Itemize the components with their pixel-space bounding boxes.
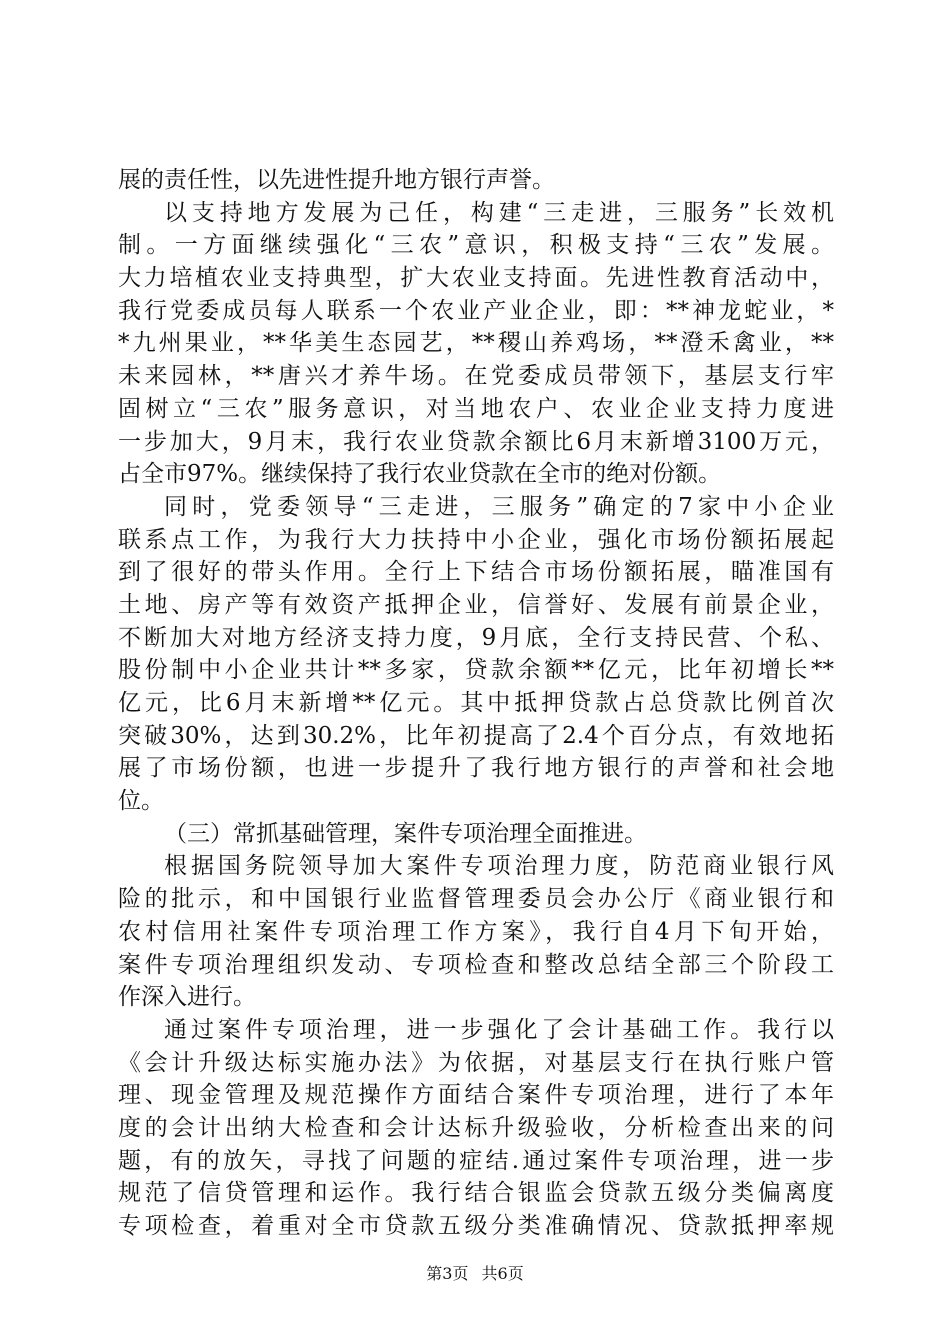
text-line: 到了很好的带头作用。全行上下结合市场份额拓展，瞄准国有 [118, 559, 834, 586]
text-line: 位。 [118, 788, 164, 815]
text-line: 农村信用社案件专项治理工作方案》，我行自4月下旬开始， [118, 918, 834, 945]
text-line: 股份制中小企业共计**多家，贷款余额**亿元，比年初增长** [118, 657, 834, 684]
text-line: 同时，党委领导“三走进，三服务”确定的7家中小企业 [164, 493, 834, 520]
text-line: 未来园林，**唐兴才养牛场。在党委成员带领下，基层支行牢 [118, 363, 834, 390]
text-line: 《会计升级达标实施办法》为依据，对基层支行在执行账户管 [118, 1049, 834, 1076]
text-line: 展的责任性，以先进性提升地方银行声誉。 [118, 167, 555, 193]
text-line: 土地、房产等有效资产抵押企业，信誉好、发展有前景企业， [118, 591, 834, 618]
text-line: 联系点工作，为我行大力扶持中小企业，强化市场份额拓展起 [118, 526, 834, 553]
text-line: 突破30%，达到30.2%，比年初提高了2.4个百分点，有效地拓 [118, 722, 834, 749]
page-total: 共6页 [481, 1264, 524, 1283]
text-line: 大力培植农业支持典型，扩大农业支持面。先进性教育活动中， [118, 265, 834, 292]
text-line: 展了市场份额，也进一步提升了我行地方银行的声誉和社会地 [118, 755, 834, 782]
text-line: 题，有的放矢，寻找了问题的症结.通过案件专项治理，进一步 [118, 1147, 834, 1174]
text-line: 根据国务院领导加大案件专项治理力度，防范商业银行风 [164, 853, 834, 880]
document-body [118, 164, 834, 1243]
text-line: *九州果业，**华美生态园艺，**稷山养鸡场，**澄禾禽业，** [118, 330, 834, 357]
text-line: 作深入进行。 [118, 984, 256, 1011]
text-line: （三）常抓基础管理，案件专项治理全面推进。 [164, 820, 647, 847]
text-line: 不断加大对地方经济支持力度，9月底，全行支持民营、个私、 [118, 624, 834, 651]
page-number: 第3页 [426, 1264, 469, 1283]
text-line: 规范了信贷管理和运作。我行结合银监会贷款五级分类偏离度 [118, 1180, 834, 1207]
text-line: 案件专项治理组织发动、专项检查和整改总结全部三个阶段工 [118, 951, 834, 978]
text-line: 度的会计出纳大检查和会计达标升级验收，分析检查出来的问 [118, 1114, 834, 1141]
text-line: 理、现金管理及规范操作方面结合案件专项治理，进行了本年 [118, 1082, 834, 1109]
text-line: 专项检查，着重对全市贷款五级分类准确情况、贷款抵押率规 [118, 1213, 834, 1239]
text-line: 一步加大，9月末，我行农业贷款余额比6月末新增3100万元， [118, 428, 834, 455]
text-line: 通过案件专项治理，进一步强化了会计基础工作。我行以 [164, 1016, 834, 1043]
text-line: 我行党委成员每人联系一个农业产业企业，即：**神龙蛇业，* [118, 297, 834, 324]
page-footer [0, 1264, 950, 1284]
text-line: 制。一方面继续强化“三农”意识，积极支持“三农”发展。 [118, 232, 834, 259]
text-line: 占全市97%。继续保持了我行农业贷款在全市的绝对份额。 [118, 461, 722, 488]
text-line: 以支持地方发展为己任，构建“三走进，三服务”长效机 [164, 199, 834, 226]
text-line: 险的批示，和中国银行业监督管理委员会办公厅《商业银行和 [118, 886, 834, 913]
text-line: 固树立“三农”服务意识，对当地农户、农业企业支持力度进 [118, 395, 834, 422]
text-line: 亿元，比6月末新增**亿元。其中抵押贷款占总贷款比例首次 [118, 690, 834, 716]
